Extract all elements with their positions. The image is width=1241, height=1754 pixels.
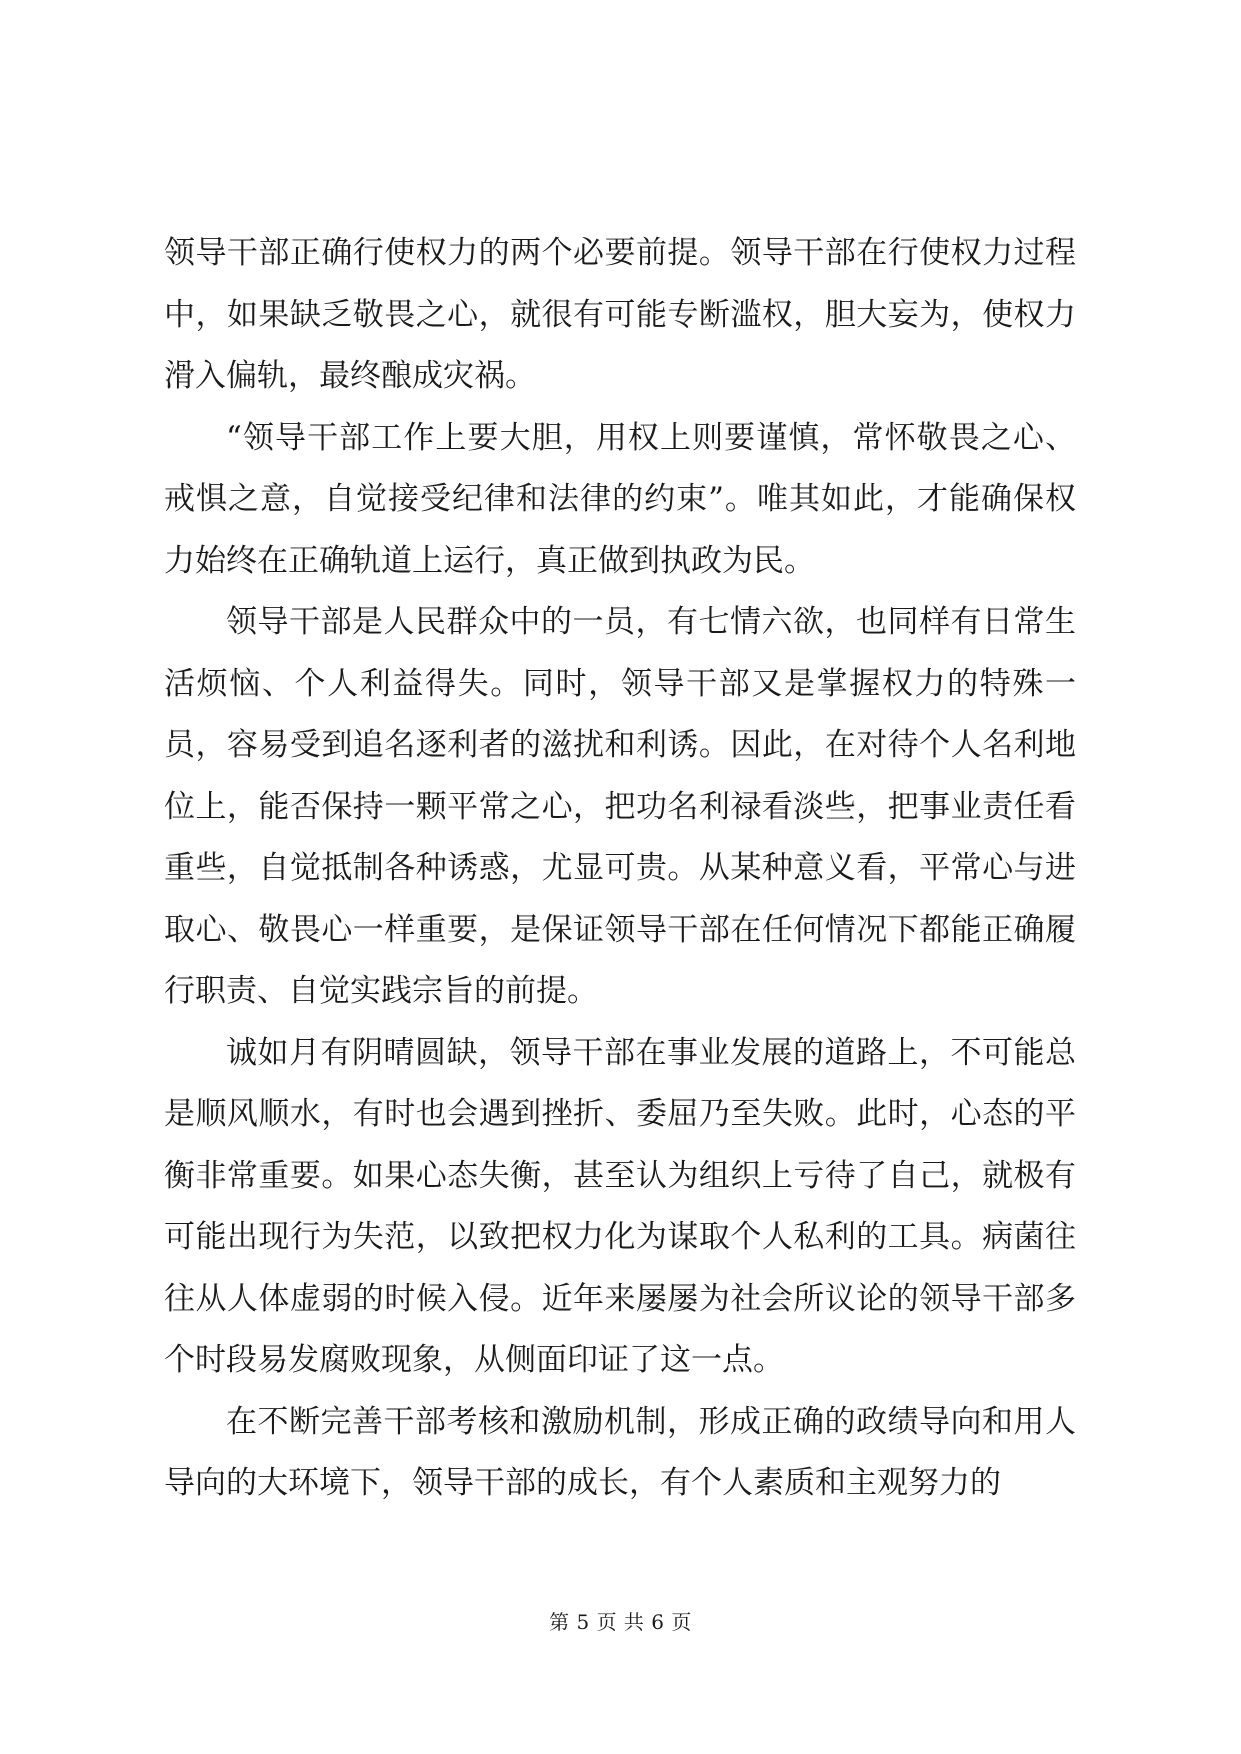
page-footer: 第 5 页 共 6 页 [549, 1610, 692, 1634]
paragraph-1: 领导干部正确行使权力的两个必要前提。领导干部在行使权力过程中，如果缺乏敬畏之心，就很有可能专断滥权，胆大妄为，使权力滑入偏轨，最终酿成灾祸。 [164, 235, 1076, 394]
paragraph-2: “领导干部工作上要大胆，用权上则要谨慎，常怀敬畏之心、戒惧之意，自觉接受纪律和法律的约束”。唯其如此，才能确保权力始终在正确轨道上运行，真正做到执政为民。 [164, 419, 1076, 579]
body-text [164, 223, 1076, 1515]
paragraph-3: 领导干部是人民群众中的一员，有七情六欲，也同样有日常生活烦恼、个人利益得失。同时，领导干部又是掌握权力的特殊一员，容易受到追名逐利者的滋扰和利诱。因此，在对待个人名利地位上，能否保持一颗平常之心，把功名利禄看淡些，把事业责任看重些，自觉抵制各种诱惑，尤显可贵。从某种意义看，平常心与进取心、敬畏心一样重要，是保证领导干部在任何情况下都能正确履行职责、自觉实践宗旨的前提。 [164, 604, 1076, 1009]
paragraph-4: 诚如月有阴晴圆缺，领导干部在事业发展的道路上，不可能总是顺风顺水，有时也会遇到挫折、委屈乃至失败。此时，心态的平衡非常重要。如果心态失衡，甚至认为组织上亏待了自己，就极有可能出现行为失范，以致把权力化为谋取个人私利的工具。病菌往往从人体虚弱的时候入侵。近年来屡屡为社会所议论的领导干部多个时段易发腐败现象，从侧面印证了这一点。 [164, 1034, 1076, 1378]
paragraph-5: 在不断完善干部考核和激励机制，形成正确的政绩导向和用人导向的大环境下，领导干部的成长，有个人素质和主观努力的 [164, 1403, 1076, 1501]
